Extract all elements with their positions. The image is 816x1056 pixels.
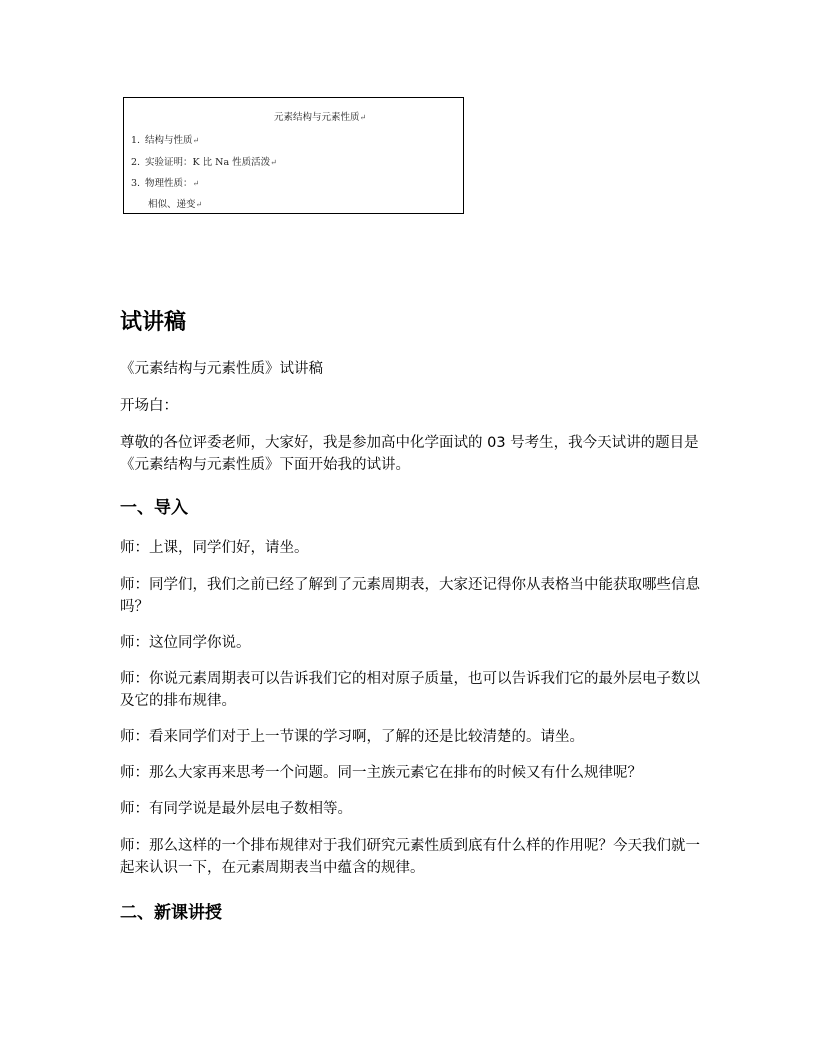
paragraph-mark: ↵ [195,200,203,209]
subitem-text: 相似、递变 [148,199,196,210]
paragraph-mark: ↵ [192,136,200,145]
item-number: 2. [131,157,141,168]
dialogue-line: 师：同学们，我们之前已经了解到了元素周期表，大家还记得你从表格当中能获取哪些信息吗？ [120,577,700,615]
item-number: 3. [131,178,141,189]
blackboard-item [131,175,199,189]
dialogue-line: 师：看来同学们对于上一节课的学习啊，了解的还是比较清楚的。请坐。 [120,729,584,745]
paragraph-mark: ↵ [359,113,367,122]
blackboard-item [131,154,277,168]
blackboard-design-box [123,97,464,214]
item-text: 结构与性质 [145,135,193,146]
opening-label: 开场白： [120,398,178,414]
item-text: 实验证明：K 比 Na 性质活泼 [145,157,271,168]
page-heading: 试讲稿 [120,310,187,335]
opening-paragraph: 尊敬的各位评委老师，大家好，我是参加高中化学面试的 03 号考生，我今天试讲的题目是《元素结构与元素性质》下面开始我的试讲。 [120,435,699,473]
dialogue-line: 师：上课，同学们好，请坐。 [120,540,309,556]
item-text: 物理性质： [145,178,193,189]
paragraph-mark: ↵ [270,158,277,167]
dialogue-line: 师：这位同学你说。 [120,635,251,651]
dialogue-line: 师：有同学说是最外层电子数相等。 [120,801,352,817]
title-line: 《元素结构与元素性质》试讲稿 [120,361,323,377]
blackboard-item [131,132,199,146]
dialogue-line: 师：那么这样的一个排布规律对于我们研究元素性质到底有什么样的作用呢？今天我们就一起来认识一下，在元素周期表当中蕴含的规律。 [120,838,700,876]
item-number: 1. [131,135,141,146]
dialogue-line: 师：你说元素周期表可以告诉我们它的相对原子质量，也可以告诉我们它的最外层电子数以及它的排布规律。 [120,671,700,709]
blackboard-subitem [148,196,202,210]
section-heading-intro: 一、导入 [120,498,188,518]
dialogue-line: 师：那么大家再来思考一个问题。同一主族元素它在排布的时候又有什么规律呢？ [120,765,642,781]
blackboard-title [274,109,366,123]
paragraph-mark: ↵ [192,179,200,188]
section-heading-new-lesson: 二、新课讲授 [120,903,222,923]
blackboard-title-text: 元素结构与元素性质 [274,112,360,123]
